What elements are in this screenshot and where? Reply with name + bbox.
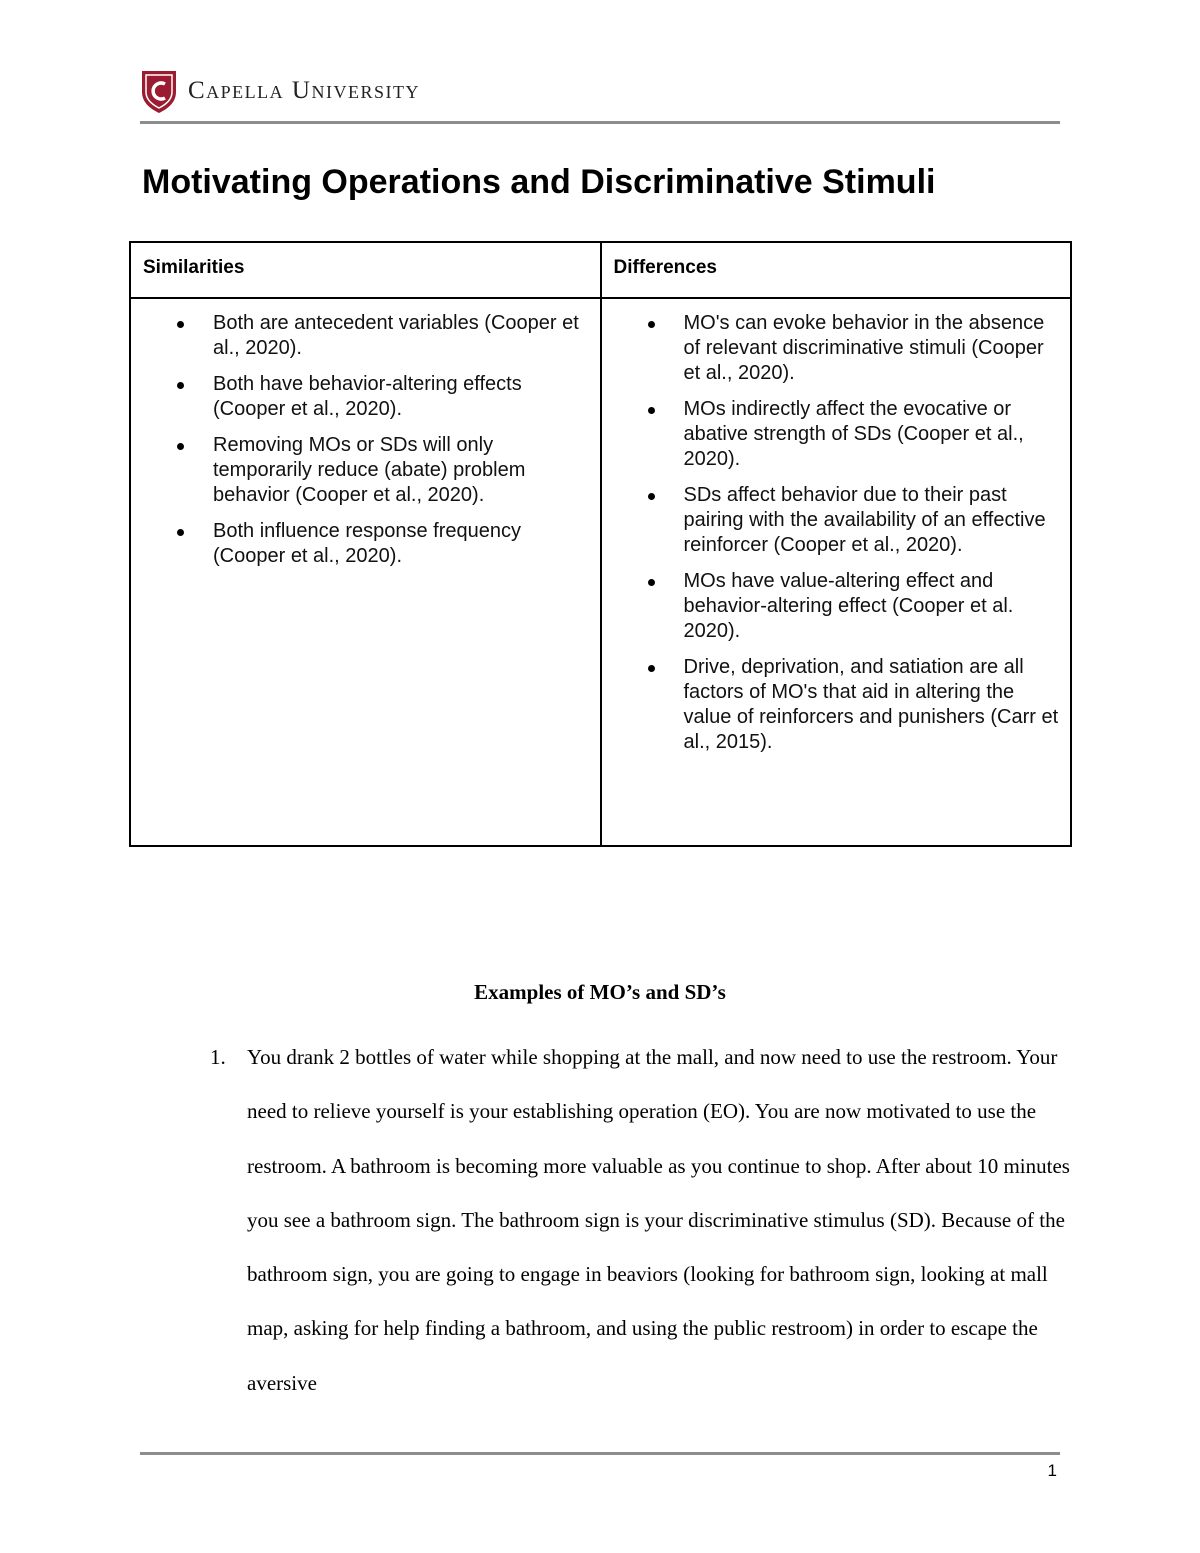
header-similarities: Similarities <box>130 242 601 298</box>
bullet-icon <box>648 579 655 586</box>
bullet-icon <box>177 443 184 450</box>
bullet-icon <box>648 321 655 328</box>
bullet-icon <box>648 493 655 500</box>
bullet-icon <box>648 407 655 414</box>
header <box>140 68 420 114</box>
page-title: Motivating Operations and Discriminative Stimuli <box>142 163 936 201</box>
list-item: Both have behavior-altering effects (Cooper et al., 2020). <box>131 372 590 422</box>
example-item <box>210 1030 1080 1410</box>
header-differences: Differences <box>601 242 1072 298</box>
list-item: MO's can evoke behavior in the absence of relevant discriminative stimuli (Cooper et al., 2020). <box>602 311 1061 386</box>
list-item: Both influence response frequency (Cooper et al., 2020). <box>131 519 590 569</box>
brand-name: Capella University <box>188 77 420 104</box>
list-item: MOs have value-altering effect and behavior-altering effect (Cooper et al. 2020). <box>602 569 1061 644</box>
examples-list <box>210 1030 1080 1410</box>
footer-rule <box>140 1452 1060 1455</box>
page-number: 1 <box>1047 1461 1057 1480</box>
bullet-icon <box>177 529 184 536</box>
comparison-table <box>129 241 1072 847</box>
bullet-icon <box>177 382 184 389</box>
list-item: Drive, deprivation, and satiation are all factors of MO's that aid in altering the value of reinforcers and punishers (Carr et al., 2015). <box>602 655 1061 755</box>
differences-cell <box>601 298 1072 846</box>
example-number: 1. <box>210 1045 226 1069</box>
examples-heading: Examples of MO’s and SD’s <box>474 980 726 1004</box>
list-item: SDs affect behavior due to their past pairing with the availability of an effective reinforcer (Cooper et al., 2020). <box>602 483 1061 558</box>
capella-shield-icon <box>140 68 178 114</box>
list-item: MOs indirectly affect the evocative or abative strength of SDs (Cooper et al., 2020). <box>602 397 1061 472</box>
bullet-icon <box>648 665 655 672</box>
similarities-list <box>131 299 600 569</box>
differences-list <box>602 299 1071 755</box>
list-item: Both are antecedent variables (Cooper et al., 2020). <box>131 311 590 361</box>
bullet-icon <box>177 321 184 328</box>
similarities-cell <box>130 298 601 846</box>
list-item: Removing MOs or SDs will only temporarily reduce (abate) problem behavior (Cooper et al., 2020). <box>131 433 590 508</box>
example-text: You drank 2 bottles of water while shopping at the mall, and now need to use the restroom. Your need to relieve yourself is your establishing operation (EO). You are now motivated to use the restroom. A bathroom is becoming more valuable as you continue to shop. After about 10 minutes you see a bathroom sign. The bathroom sign is your discriminative stimulus (SD). Because of the bathroom sign, you are going to engage in beaviors (looking for bathroom sign, looking at mall map, asking for help finding a bathroom, and using the public restroom) in order to escape the aversive <box>247 1045 1070 1395</box>
header-rule <box>140 121 1060 124</box>
